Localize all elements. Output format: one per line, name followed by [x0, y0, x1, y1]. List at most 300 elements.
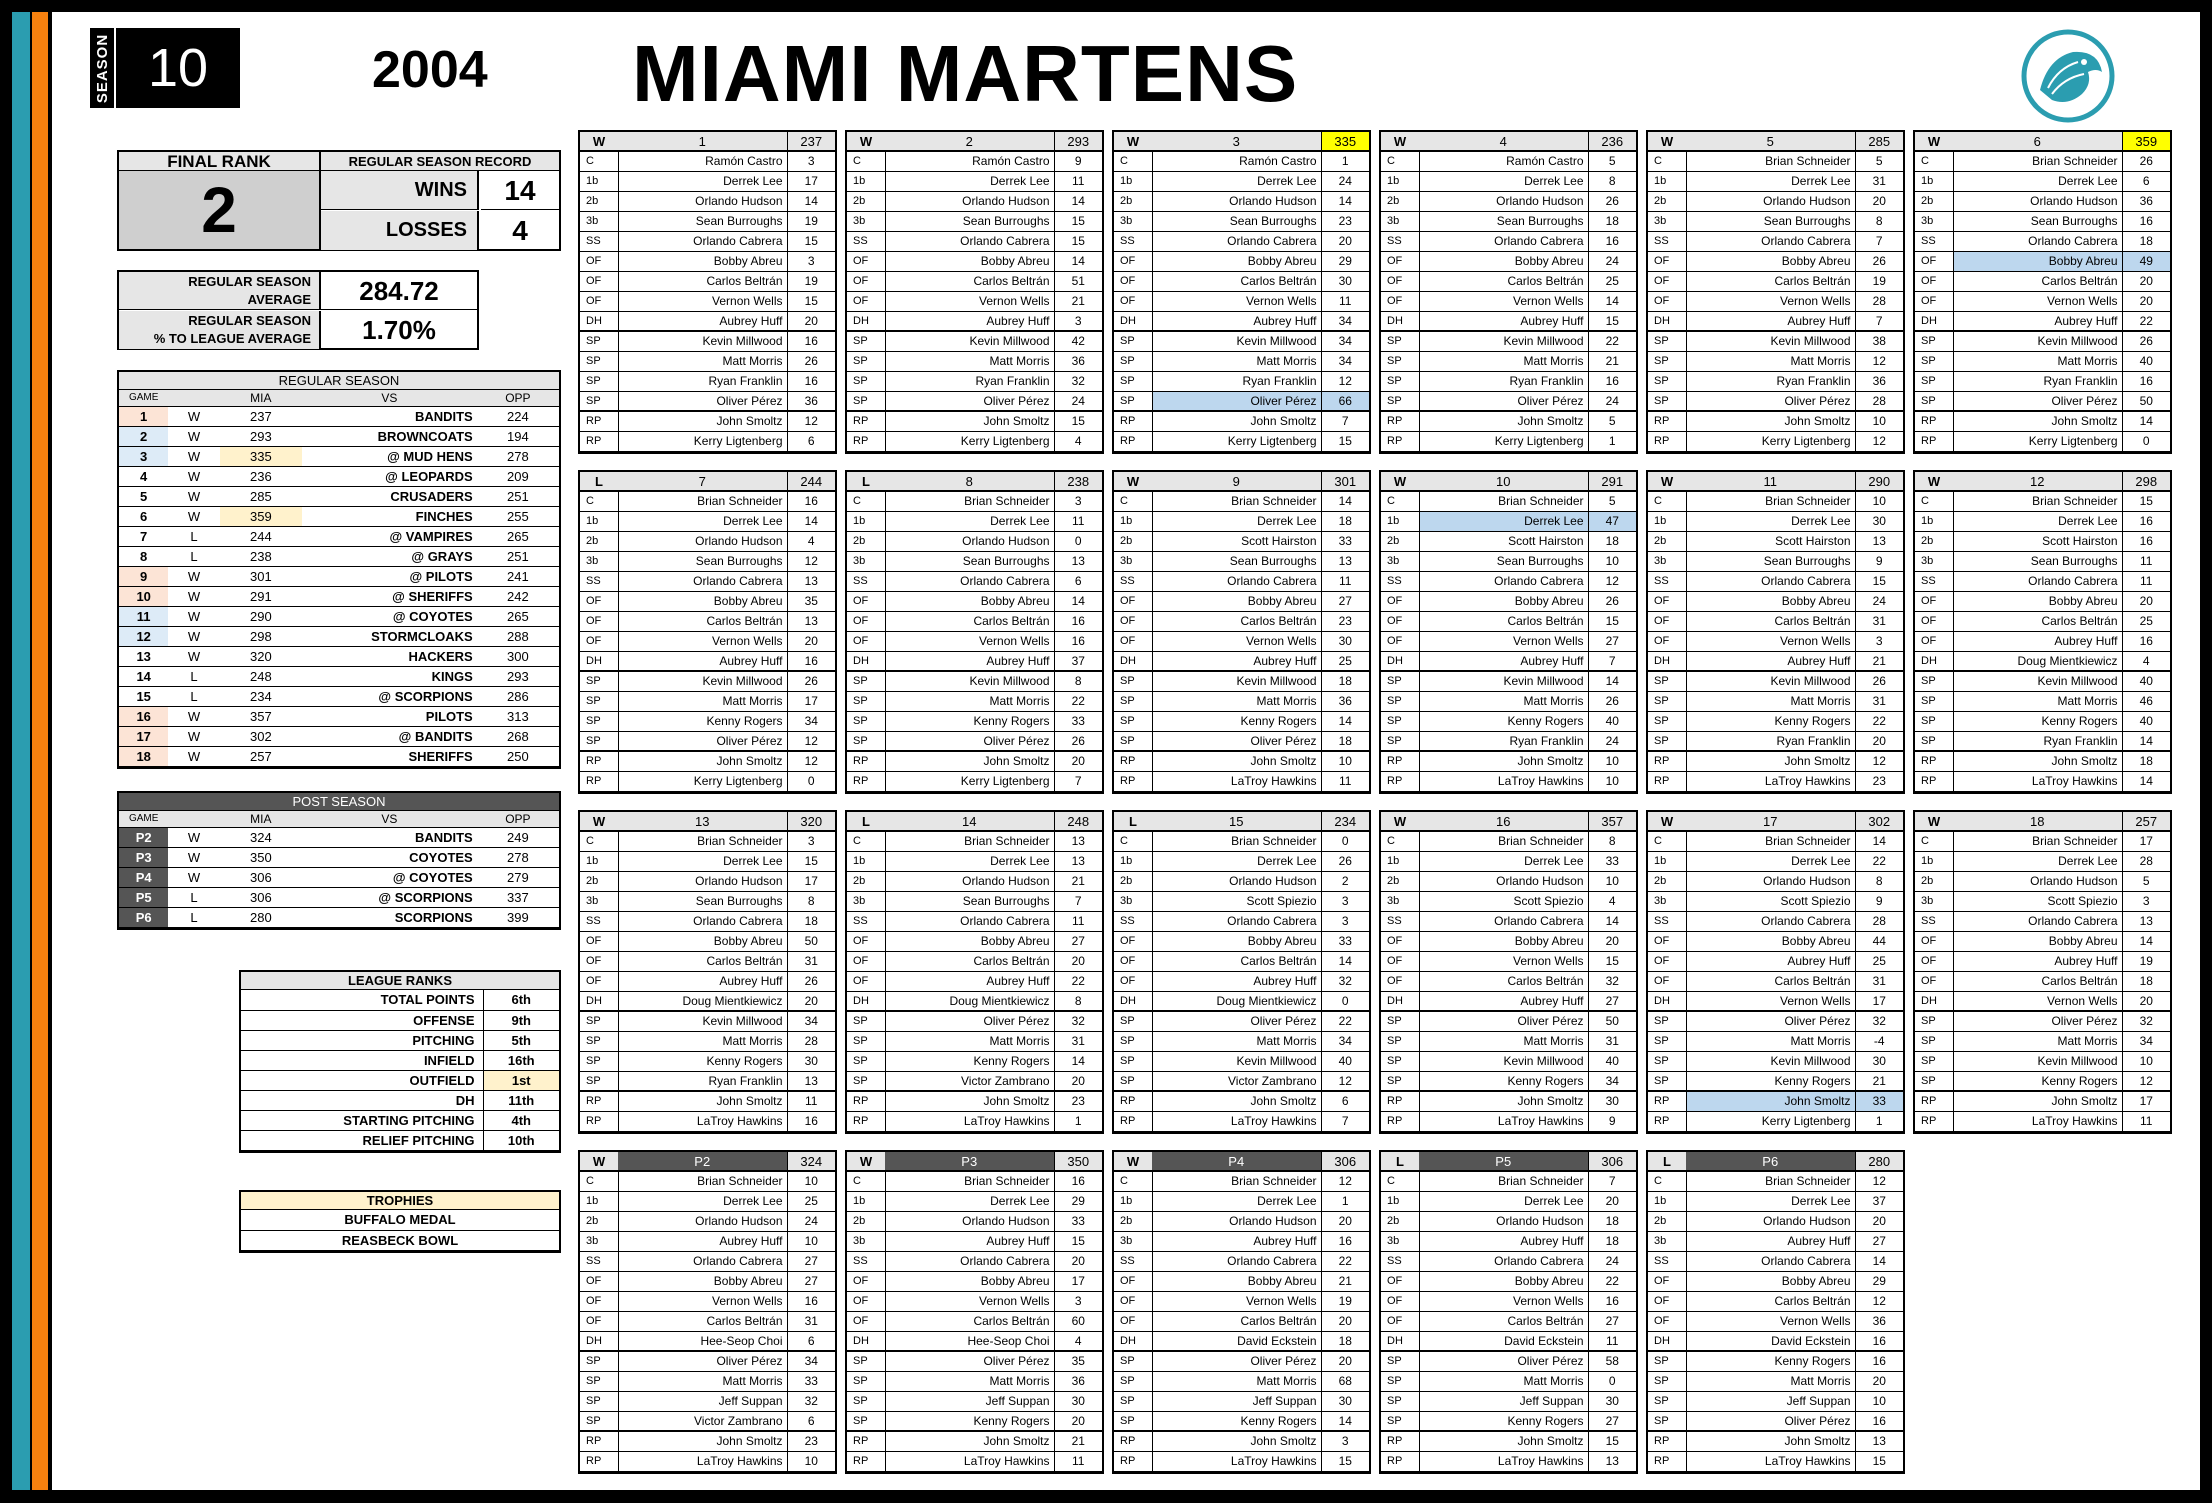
player-name: Kerry Ligtenberg — [885, 431, 1054, 451]
player-position: SP — [580, 1071, 618, 1091]
boxscore-player-row — [580, 1331, 835, 1351]
boxscore-player-row — [1648, 1251, 1903, 1271]
boxscore-player-row — [1648, 951, 1903, 971]
player-name: Oliver Pérez — [1953, 1011, 2122, 1031]
player-name: Matt Morris — [885, 1371, 1054, 1391]
boxscore-header — [847, 812, 1102, 831]
player-position: 1b — [1381, 1191, 1419, 1211]
player-position: RP — [1381, 1091, 1419, 1111]
player-score: 32 — [1054, 1011, 1102, 1031]
player-name: Aubrey Huff — [1152, 651, 1321, 671]
boxscore-header — [1114, 812, 1369, 831]
game-result: W — [168, 566, 219, 586]
player-score: 22 — [1855, 711, 1903, 731]
season-label: SEASON — [94, 33, 112, 103]
boxscore-player-row — [847, 1091, 1102, 1111]
boxscore-player-row — [1114, 731, 1369, 751]
player-position: SP — [580, 1371, 618, 1391]
player-score: 40 — [2122, 671, 2170, 691]
player-score: 0 — [787, 771, 835, 791]
player-score: 0 — [1321, 831, 1369, 851]
opponent-name: @ COYOTES — [302, 867, 477, 887]
boxscore-player-row — [847, 1111, 1102, 1131]
boxscore-player-row — [580, 191, 835, 211]
player-score: 40 — [1321, 1051, 1369, 1071]
player-name: Carlos Beltrán — [1152, 611, 1321, 631]
boxscore-player-row — [1915, 571, 2170, 591]
player-position: OF — [1648, 271, 1686, 291]
player-name: Oliver Pérez — [885, 731, 1054, 751]
boxscore-player-row — [847, 1251, 1102, 1271]
player-score: 12 — [787, 411, 835, 431]
player-name: Brian Schneider — [1419, 831, 1588, 851]
player-position: DH — [1381, 1331, 1419, 1351]
player-name: Matt Morris — [1953, 691, 2122, 711]
game-number: 8 — [119, 546, 168, 566]
player-name: Brian Schneider — [1152, 1171, 1321, 1191]
player-name: Vernon Wells — [1419, 631, 1588, 651]
player-position: SP — [1648, 671, 1686, 691]
boxscore-player-row — [847, 1331, 1102, 1351]
player-score: 14 — [2122, 931, 2170, 951]
player-name: Kerry Ligtenberg — [885, 771, 1054, 791]
player-position: SP — [847, 391, 885, 411]
player-position: OF — [847, 291, 885, 311]
boxscore-player-row — [847, 831, 1102, 851]
player-name: Sean Burroughs — [1152, 211, 1321, 231]
boxscore-player-row — [1114, 271, 1369, 291]
player-position: 2b — [1915, 871, 1953, 891]
player-score: 19 — [2122, 951, 2170, 971]
player-name: Carlos Beltrán — [618, 611, 787, 631]
boxscore-player-row — [580, 631, 835, 651]
average-panel — [117, 270, 479, 350]
player-score: 26 — [1588, 191, 1636, 211]
player-name: Scott Spiezio — [1953, 891, 2122, 911]
player-name: Orlando Hudson — [618, 531, 787, 551]
player-position: 2b — [1381, 531, 1419, 551]
player-name: Aubrey Huff — [1686, 651, 1855, 671]
boxscore-player-row — [1381, 1111, 1636, 1131]
mia-score: 236 — [220, 466, 302, 486]
player-position: OF — [1381, 271, 1419, 291]
player-name: Bobby Abreu — [1686, 931, 1855, 951]
trophies-title: TROPHIES — [241, 1192, 559, 1210]
player-name: Bobby Abreu — [1419, 591, 1588, 611]
player-name: Oliver Pérez — [885, 1351, 1054, 1371]
player-score: 7 — [1321, 1111, 1369, 1131]
boxscore-player-row — [580, 1011, 835, 1031]
game-number: 15 — [119, 686, 168, 706]
boxscore-game-label: 1 — [618, 132, 787, 151]
player-score: 4 — [1054, 431, 1102, 451]
game-number: 13 — [119, 646, 168, 666]
player-score: 13 — [2122, 911, 2170, 931]
player-score: 12 — [1588, 571, 1636, 591]
player-score: 40 — [2122, 351, 2170, 371]
player-position: 1b — [1114, 171, 1152, 191]
player-name: John Smoltz — [1686, 751, 1855, 771]
player-name: Sean Burroughs — [1419, 551, 1588, 571]
schedule-header-wl — [168, 390, 219, 406]
player-score: 0 — [1321, 991, 1369, 1011]
player-position: RP — [580, 1451, 618, 1471]
boxscore-player-row — [580, 731, 835, 751]
player-position: OF — [847, 1291, 885, 1311]
player-score: 46 — [2122, 691, 2170, 711]
player-score: 27 — [1321, 591, 1369, 611]
player-score: 23 — [787, 1431, 835, 1451]
boxscore-game-label: 16 — [1419, 812, 1588, 831]
player-score: -4 — [1855, 1031, 1903, 1051]
boxscore-player-row — [1648, 411, 1903, 431]
game-result: W — [168, 426, 219, 446]
player-position: SP — [1114, 371, 1152, 391]
player-position: SP — [1114, 1051, 1152, 1071]
player-position: OF — [847, 931, 885, 951]
player-position: DH — [580, 991, 618, 1011]
player-score: 14 — [1855, 1251, 1903, 1271]
player-score: 5 — [2122, 871, 2170, 891]
boxscore-player-row — [1114, 871, 1369, 891]
schedule-row — [119, 907, 559, 927]
boxscore-result: L — [847, 812, 885, 831]
player-name: Orlando Cabrera — [1152, 571, 1321, 591]
schedule-row — [119, 686, 559, 706]
player-position: SP — [1114, 1031, 1152, 1051]
player-name: Scott Spiezio — [1686, 891, 1855, 911]
player-name: Brian Schneider — [885, 831, 1054, 851]
player-score: 40 — [1588, 711, 1636, 731]
boxscore-player-row — [1915, 771, 2170, 791]
player-position: C — [1648, 1171, 1686, 1191]
player-score: 6 — [787, 1331, 835, 1351]
player-score: 24 — [1855, 591, 1903, 611]
player-name: Oliver Pérez — [1152, 1011, 1321, 1031]
boxscore-player-row — [847, 1451, 1102, 1471]
player-position: 1b — [847, 851, 885, 871]
boxscore-result: W — [1381, 132, 1419, 151]
player-name: John Smoltz — [1953, 1091, 2122, 1111]
player-score: 4 — [1588, 891, 1636, 911]
player-score: 50 — [2122, 391, 2170, 411]
player-score: 25 — [787, 1191, 835, 1211]
teal-stripe — [12, 12, 30, 1490]
player-score: 13 — [1855, 531, 1903, 551]
player-position: C — [580, 831, 618, 851]
player-name: Matt Morris — [1419, 351, 1588, 371]
boxscore-player-row — [1381, 651, 1636, 671]
boxscore-player-row — [1381, 1371, 1636, 1391]
boxscore-player-row — [1114, 531, 1369, 551]
player-score: 27 — [1588, 631, 1636, 651]
player-position: DH — [1915, 651, 1953, 671]
player-score: 21 — [1588, 351, 1636, 371]
player-score: 10 — [787, 1451, 835, 1471]
player-score: 14 — [1054, 191, 1102, 211]
player-position: OF — [580, 631, 618, 651]
boxscore-player-row — [847, 911, 1102, 931]
player-name: Orlando Cabrera — [885, 231, 1054, 251]
player-position: SP — [1648, 1411, 1686, 1431]
player-name: Oliver Pérez — [1152, 1351, 1321, 1371]
player-name: Oliver Pérez — [1953, 391, 2122, 411]
player-name: John Smoltz — [618, 411, 787, 431]
player-name: Vernon Wells — [1419, 1291, 1588, 1311]
player-score: 31 — [1855, 611, 1903, 631]
boxscore-player-row — [1915, 351, 2170, 371]
player-position: RP — [1648, 431, 1686, 451]
boxscore-header — [1114, 1152, 1369, 1171]
player-score: 0 — [1054, 531, 1102, 551]
player-position: DH — [1648, 1331, 1686, 1351]
game-number: 3 — [119, 446, 168, 466]
boxscore-player-row — [1381, 251, 1636, 271]
boxscore-result: L — [1114, 812, 1152, 831]
player-score: 13 — [787, 571, 835, 591]
boxscore-player-row — [1114, 1051, 1369, 1071]
boxscore-result: W — [1381, 812, 1419, 831]
boxscore-player-row — [580, 1371, 835, 1391]
player-position: SP — [1648, 1371, 1686, 1391]
player-score: 22 — [1855, 851, 1903, 871]
player-name: Scott Spiezio — [1419, 891, 1588, 911]
boxscore-player-row — [1915, 191, 2170, 211]
player-score: 12 — [1855, 1171, 1903, 1191]
player-position: OF — [580, 1311, 618, 1331]
game-number: 1 — [119, 406, 168, 426]
boxscore-player-row — [580, 1071, 835, 1091]
opponent-score: 337 — [477, 887, 559, 907]
player-position: SP — [1114, 391, 1152, 411]
boxscore-player-row — [1648, 1071, 1903, 1091]
boxscore-player-row — [847, 571, 1102, 591]
mia-score: 298 — [220, 626, 302, 646]
player-score: 8 — [787, 891, 835, 911]
player-position: RP — [1648, 411, 1686, 431]
boxscore-player-row — [1648, 691, 1903, 711]
boxscore-game-label: 13 — [618, 812, 787, 831]
player-position: SP — [1915, 671, 1953, 691]
player-score: 23 — [1855, 771, 1903, 791]
player-score: 12 — [1321, 1071, 1369, 1091]
player-position: 2b — [1648, 191, 1686, 211]
player-score: 31 — [1855, 171, 1903, 191]
boxscore-player-row — [1114, 431, 1369, 451]
player-name: Vernon Wells — [1152, 631, 1321, 651]
boxscore-player-row — [1114, 291, 1369, 311]
boxscore-player-row — [1114, 1311, 1369, 1331]
player-name: Kenny Rogers — [885, 1051, 1054, 1071]
boxscore-player-row — [1114, 1251, 1369, 1271]
player-position: 2b — [1915, 191, 1953, 211]
player-position: RP — [1114, 1091, 1152, 1111]
player-position: SP — [847, 1351, 885, 1371]
boxscore-player-row — [580, 211, 835, 231]
player-score: 4 — [787, 531, 835, 551]
player-name: Matt Morris — [1686, 1371, 1855, 1391]
player-name: Ramón Castro — [885, 151, 1054, 171]
player-position: SS — [580, 1251, 618, 1271]
player-score: 21 — [1855, 651, 1903, 671]
league-rank-row — [241, 1070, 559, 1090]
boxscore-player-row — [1648, 391, 1903, 411]
player-score: 10 — [1855, 491, 1903, 511]
player-position: 3b — [1915, 211, 1953, 231]
player-name: Bobby Abreu — [885, 591, 1054, 611]
player-score: 18 — [1588, 211, 1636, 231]
boxscore-player-row — [1648, 1351, 1903, 1371]
opponent-score: 278 — [477, 446, 559, 466]
player-position: OF — [1381, 971, 1419, 991]
boxscore-player-row — [1114, 711, 1369, 731]
player-score: 18 — [787, 911, 835, 931]
boxscore-player-row — [1114, 751, 1369, 771]
boxscore-player-row — [1648, 1231, 1903, 1251]
boxscore-player-row — [580, 951, 835, 971]
player-name: Carlos Beltrán — [1419, 611, 1588, 631]
league-rank-value: 10th — [483, 1130, 559, 1150]
player-position: SP — [1648, 1351, 1686, 1371]
boxscore-player-row — [847, 891, 1102, 911]
player-position: SP — [1114, 671, 1152, 691]
player-score: 27 — [1588, 991, 1636, 1011]
player-score: 6 — [2122, 171, 2170, 191]
boxscore-player-row — [580, 771, 835, 791]
league-rank-row — [241, 1050, 559, 1070]
boxscore-player-row — [1381, 231, 1636, 251]
boxscore-player-row — [1381, 171, 1636, 191]
boxscore-player-row — [1381, 191, 1636, 211]
player-position: SS — [1915, 571, 1953, 591]
player-score: 5 — [1855, 151, 1903, 171]
player-score: 30 — [1054, 1391, 1102, 1411]
boxscore-player-row — [1648, 751, 1903, 771]
game-number: 14 — [119, 666, 168, 686]
boxscore-total: 244 — [787, 472, 835, 491]
player-name: Kerry Ligtenberg — [618, 771, 787, 791]
player-position: 3b — [1381, 551, 1419, 571]
boxscore-total: 237 — [787, 132, 835, 151]
opponent-score: 293 — [477, 666, 559, 686]
player-position: SP — [1114, 691, 1152, 711]
player-name: Oliver Pérez — [885, 1011, 1054, 1031]
player-position: OF — [1648, 1311, 1686, 1331]
opponent-score: 288 — [477, 626, 559, 646]
opponent-score: 250 — [477, 746, 559, 766]
player-score: 40 — [2122, 711, 2170, 731]
mia-score: 285 — [220, 486, 302, 506]
boxscore-game-17 — [1646, 810, 1905, 1134]
boxscore-player-row — [1381, 1451, 1636, 1471]
opponent-score: 286 — [477, 686, 559, 706]
player-name: Kenny Rogers — [1953, 711, 2122, 731]
player-score: 20 — [2122, 291, 2170, 311]
player-name: Carlos Beltrán — [1686, 971, 1855, 991]
player-score: 16 — [2122, 511, 2170, 531]
player-score: 4 — [2122, 651, 2170, 671]
player-position: SP — [1648, 1071, 1686, 1091]
player-name: Sean Burroughs — [618, 211, 787, 231]
player-score: 16 — [787, 491, 835, 511]
boxscore-player-row — [1915, 1031, 2170, 1051]
player-name: Derrek Lee — [618, 171, 787, 191]
player-score: 37 — [1054, 651, 1102, 671]
player-name: Orlando Hudson — [1419, 191, 1588, 211]
player-score: 11 — [1321, 771, 1369, 791]
player-name: Matt Morris — [618, 1031, 787, 1051]
boxscore-player-row — [1915, 591, 2170, 611]
boxscore-player-row — [1915, 1071, 2170, 1091]
player-score: 18 — [2122, 971, 2170, 991]
player-name: Matt Morris — [1152, 1371, 1321, 1391]
player-position: SP — [847, 1071, 885, 1091]
player-position: SS — [1648, 571, 1686, 591]
player-score: 15 — [1321, 1451, 1369, 1471]
player-name: Derrek Lee — [1152, 851, 1321, 871]
season-number: 10 — [114, 28, 240, 108]
player-score: 29 — [1855, 1271, 1903, 1291]
boxscore-player-row — [847, 351, 1102, 371]
player-position: OF — [580, 611, 618, 631]
schedule-row — [119, 406, 559, 426]
player-position: SP — [580, 1351, 618, 1371]
player-name: Jeff Suppan — [618, 1391, 787, 1411]
wins-label: WINS — [321, 171, 479, 210]
player-name: Carlos Beltrán — [885, 611, 1054, 631]
player-score: 14 — [1588, 911, 1636, 931]
player-name: Bobby Abreu — [1419, 1271, 1588, 1291]
player-name: Matt Morris — [618, 691, 787, 711]
player-position: DH — [580, 651, 618, 671]
pct-value: 1.70% — [362, 315, 436, 345]
boxscore-player-row — [580, 531, 835, 551]
boxscore-header — [847, 1152, 1102, 1171]
player-score: 29 — [1054, 1191, 1102, 1211]
boxscore-game-18 — [1913, 810, 2172, 1134]
player-name: Bobby Abreu — [1419, 251, 1588, 271]
boxscore-player-row — [1915, 1011, 2170, 1031]
player-name: LaTroy Hawkins — [1152, 771, 1321, 791]
player-name: Aubrey Huff — [1953, 951, 2122, 971]
player-name: Aubrey Huff — [618, 651, 787, 671]
player-position: OF — [580, 251, 618, 271]
player-score: 30 — [1321, 631, 1369, 651]
player-name: Matt Morris — [1419, 1371, 1588, 1391]
player-position: 3b — [1114, 551, 1152, 571]
player-score: 20 — [1321, 231, 1369, 251]
player-name: Aubrey Huff — [1152, 971, 1321, 991]
player-name: Scott Hairston — [1419, 531, 1588, 551]
player-name: Kevin Millwood — [885, 671, 1054, 691]
losses-label: LOSSES — [321, 211, 479, 250]
player-position: RP — [1114, 1431, 1152, 1451]
player-position: SP — [1114, 711, 1152, 731]
boxscore-player-row — [580, 371, 835, 391]
player-position: 2b — [1648, 871, 1686, 891]
player-position: SP — [1381, 371, 1419, 391]
boxscore-player-row — [580, 851, 835, 871]
player-name: Vernon Wells — [885, 291, 1054, 311]
opponent-name: @ VAMPIRES — [302, 526, 477, 546]
boxscore-player-row — [847, 491, 1102, 511]
player-position: 1b — [580, 511, 618, 531]
player-position: RP — [580, 431, 618, 451]
player-score: 14 — [1054, 591, 1102, 611]
mia-score: 291 — [220, 586, 302, 606]
player-position: DH — [847, 991, 885, 1011]
boxscore-game-label: 7 — [618, 472, 787, 491]
